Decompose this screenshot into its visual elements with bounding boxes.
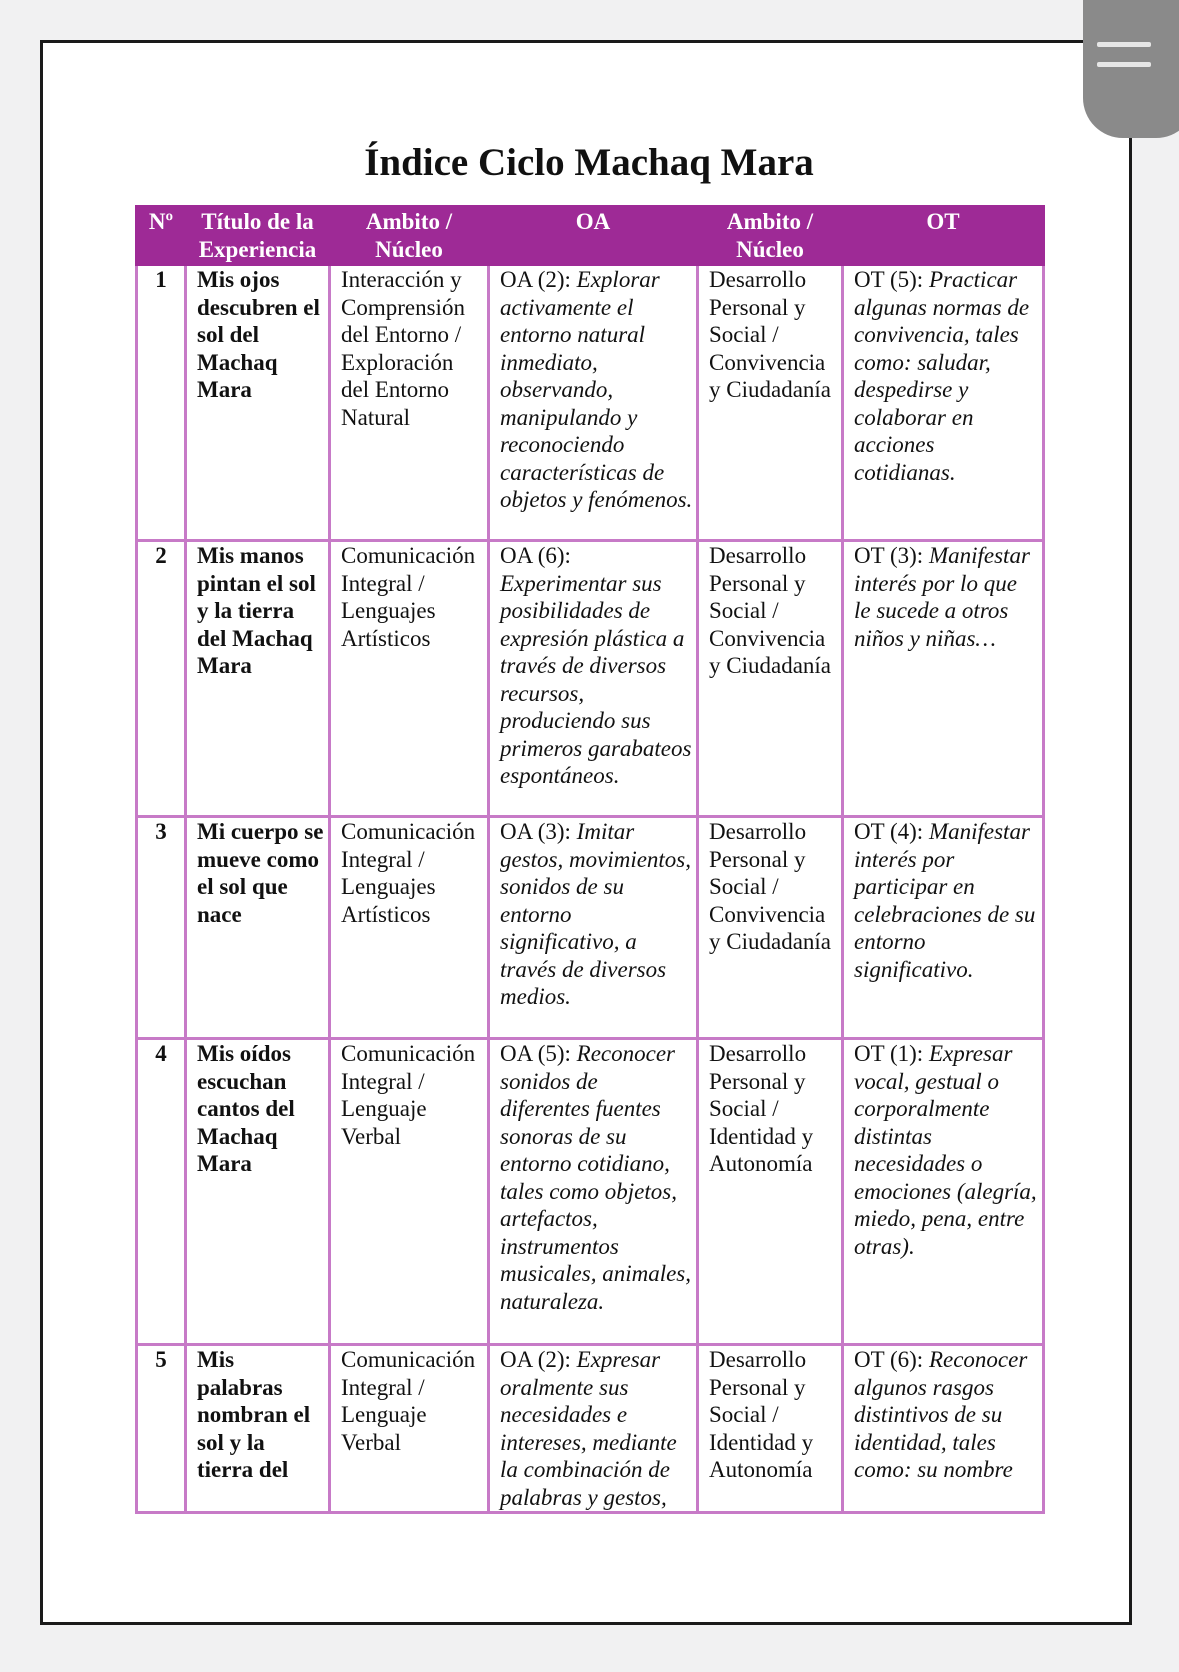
ot-label: OT (4): <box>854 819 924 844</box>
ot-text: Reconocer algunos rasgos distintivos de su identidad, tales como: su nombre <box>854 1347 1028 1482</box>
oa-text: Expresar oralmente sus necesidades e intereses, mediante la combinación de palabras y gestos, <box>500 1347 677 1510</box>
oa-label: OA (5): <box>500 1041 571 1066</box>
ambito-ot-cell: Desarrollo Personal y Social / Convivencia y Ciudadanía <box>698 817 843 1039</box>
row-number: 1 <box>137 265 186 541</box>
ambito-oa-cell: Comunicación Integral / Lenguajes Artísticos <box>330 541 489 817</box>
table-row <box>137 541 1044 817</box>
ot-label: OT (5): <box>854 267 924 292</box>
document-page <box>40 40 1132 1625</box>
ot-cell <box>843 817 1044 1039</box>
table-row <box>137 817 1044 1039</box>
experience-title: Mis ojos descubren el sol del Machaq Mara <box>186 265 330 541</box>
ot-text: Manifestar interés por participar en celebraciones de su entorno significativo. <box>854 819 1036 982</box>
ot-label: OT (6): <box>854 1347 924 1372</box>
ot-cell <box>843 265 1044 541</box>
table-row <box>137 265 1044 541</box>
oa-cell <box>489 1345 698 1513</box>
oa-cell <box>489 541 698 817</box>
row-number: 4 <box>137 1039 186 1345</box>
header-ot: OT <box>843 207 1044 265</box>
row-number: 5 <box>137 1345 186 1513</box>
ot-text: Expresar vocal, gestual o corporalmente distintas necesidades o emociones (alegría, miedo, pena, entre otras). <box>854 1041 1037 1259</box>
ot-label: OT (3): <box>854 543 924 568</box>
ambito-ot-cell: Desarrollo Personal y Social / Convivencia y Ciudadanía <box>698 541 843 817</box>
ot-cell <box>843 541 1044 817</box>
ot-label: OT (1): <box>854 1041 924 1066</box>
oa-label: OA (3): <box>500 819 571 844</box>
ot-cell <box>843 1345 1044 1513</box>
ot-text: Manifestar interés por lo que le sucede a otros niños y niñas… <box>854 543 1030 651</box>
ambito-ot-cell: Desarrollo Personal y Social / Identidad y Autonomía <box>698 1039 843 1345</box>
ambito-oa-cell: Comunicación Integral / Lenguaje Verbal <box>330 1039 489 1345</box>
oa-text: Reconocer sonidos de diferentes fuentes sonoras de su entorno cotidiano, tales como objetos, artefactos, instrumentos musicales, animales, naturaleza. <box>500 1041 692 1314</box>
ambito-ot-cell: Desarrollo Personal y Social / Convivencia y Ciudadanía <box>698 265 843 541</box>
header-num: Nº <box>137 207 186 265</box>
experience-title: Mis manos pintan el sol y la tierra del Machaq Mara <box>186 541 330 817</box>
row-number: 2 <box>137 541 186 817</box>
table-header-row <box>137 207 1044 265</box>
header-oa: OA <box>489 207 698 265</box>
ambito-ot-cell: Desarrollo Personal y Social / Identidad y Autonomía <box>698 1345 843 1513</box>
oa-cell <box>489 817 698 1039</box>
menu-button[interactable] <box>1083 0 1179 138</box>
ambito-oa-cell: Comunicación Integral / Lenguaje Verbal <box>330 1345 489 1513</box>
row-number: 3 <box>137 817 186 1039</box>
oa-cell <box>489 1039 698 1345</box>
ambito-oa-cell: Comunicación Integral / Lenguajes Artísticos <box>330 817 489 1039</box>
index-table <box>135 205 1045 1514</box>
document-title: Índice Ciclo Machaq Mara <box>364 141 814 184</box>
experience-title: Mi cuerpo se mueve como el sol que nace <box>186 817 330 1039</box>
header-title: Título de la Experiencia <box>186 207 330 265</box>
table-row <box>137 1345 1044 1513</box>
oa-text: Experimentar sus posibilidades de expresión plástica a través de diversos recursos, produciendo sus primeros garabateos espontáneos. <box>500 570 692 788</box>
oa-label: OA (2): <box>500 1347 571 1372</box>
table-row <box>137 1039 1044 1345</box>
oa-cell <box>489 265 698 541</box>
experience-title: Mis oídos escuchan cantos del Machaq Mara <box>186 1039 330 1345</box>
ot-text: Practicar algunas normas de convivencia, tales como: saludar, despedirse y colaborar en acciones cotidianas. <box>854 267 1030 485</box>
experience-title: Mis palabras nombran el sol y la tierra del <box>186 1345 330 1513</box>
oa-text: Explorar activamente el entorno natural inmediato, observando, manipulando y reconociendo características de objetos y fenómenos. <box>500 267 693 512</box>
oa-label: OA (2): <box>500 267 571 292</box>
oa-label: OA (6): <box>500 543 571 568</box>
oa-text: Imitar gestos, movimientos, sonidos de su entorno significativo, a través de diversos medios. <box>500 819 692 1009</box>
header-ambito-ot: Ambito / Núcleo <box>698 207 843 265</box>
ambito-oa-cell: Interacción y Comprensión del Entorno / Exploración del Entorno Natural <box>330 265 489 541</box>
ot-cell <box>843 1039 1044 1345</box>
header-ambito-oa: Ambito / Núcleo <box>330 207 489 265</box>
